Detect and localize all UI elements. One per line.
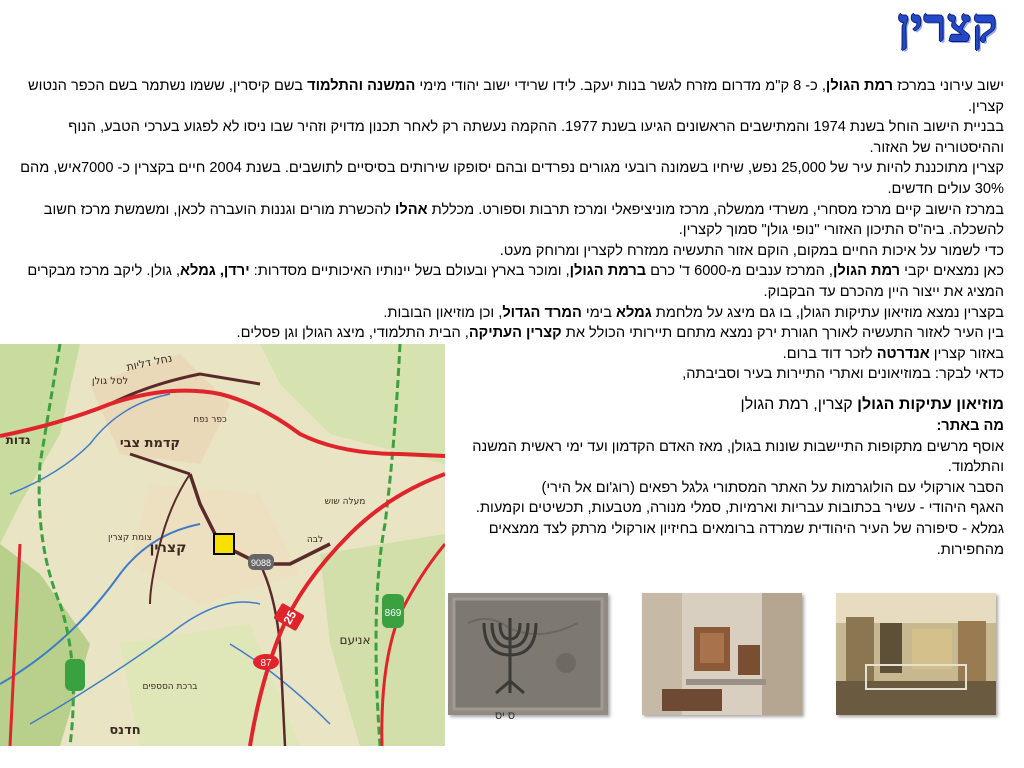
intro-paragraph bbox=[14, 76, 1004, 117]
museum-heading-bold: מוזיאון עתיקות הגולן bbox=[857, 396, 1004, 413]
intro-paragraph bbox=[14, 158, 1004, 199]
route-869-label: 869 bbox=[384, 608, 402, 619]
intro-bold-term: המרד הגדול bbox=[502, 304, 582, 321]
map-label: קצרין bbox=[149, 540, 187, 556]
stray-text: ס יס bbox=[495, 710, 516, 722]
intro-text-run: בימי bbox=[581, 304, 616, 321]
intro-paragraph bbox=[14, 261, 1004, 302]
intro-text-run: , המרכז ענבים מ-6000 ד' כרם bbox=[646, 263, 833, 280]
intro-text-run: באזור קצרין bbox=[929, 345, 1004, 362]
map-graphic bbox=[0, 344, 445, 746]
route-87-label: 87 bbox=[260, 658, 272, 669]
intro-paragraph bbox=[14, 200, 1004, 241]
intro-text-run: , גולן. ליקב מרכז מבקרים המציג את ייצור היין מהכרם עד הבקבוק. bbox=[27, 263, 1004, 300]
intro-paragraph bbox=[14, 241, 1004, 262]
map-label: ברכת הסספים bbox=[142, 682, 198, 692]
map-label: לסל גולן bbox=[91, 376, 129, 387]
route-9088-label: 9088 bbox=[250, 558, 272, 568]
intro-bold-term: המשנה והתלמוד bbox=[307, 78, 416, 94]
map-label: כפר נפח bbox=[193, 415, 227, 425]
intro-bold-term: רמת הגולן bbox=[825, 78, 894, 94]
intro-bold-term: אהלו bbox=[395, 201, 428, 218]
intro-text-run: כדי לשמור על איכות החיים במקום, הוקם אזור התעשיה ממזרח לקצרין ומרוחק מעט. bbox=[499, 242, 1004, 259]
museum-item: גמלא - סיפורה של העיר היהודית שמרדה ברומאים בחיזיון אורקולי מרתק לצד ממצאים מהחפירות. bbox=[488, 520, 1004, 558]
map-label: גדות bbox=[5, 433, 31, 447]
map-label: קדמת צבי bbox=[119, 436, 181, 451]
intro-paragraph bbox=[14, 117, 1004, 158]
page-title: קצרין bbox=[897, 0, 998, 51]
intro-text bbox=[14, 76, 1004, 385]
museum-item: אוסף מרשים מתקופות התיישבות שונות בגולן, מאז האדם הקדמון ועד ימי ראשית המשנה והתלמוד. bbox=[472, 438, 1004, 476]
intro-text-run: להכשרת מורים וגננות הועברה לכאן, ומשמשת מרכז חשוב להשכלה. ביה"ס התיכון האזורי "נופי גולן" סמוך לקצרין. bbox=[43, 201, 1004, 239]
map-label: אניעם bbox=[339, 633, 371, 647]
intro-bold-term: ברמת הגולן bbox=[569, 263, 647, 280]
map-label: נחל דליות bbox=[125, 351, 174, 374]
intro-text-run: , וכן מוזיאון הבובות. bbox=[383, 304, 503, 321]
map-label: לבה bbox=[306, 535, 324, 545]
intro-paragraph bbox=[14, 303, 1004, 324]
map-label: מעלה שוש bbox=[324, 497, 366, 507]
photo-museum-display bbox=[642, 593, 802, 715]
intro-paragraph bbox=[14, 323, 1004, 344]
intro-text-run: בבניית הישוב הוחל בשנת 1974 והמתישבים הראשונים הגיעו בשנת 1977. ההקמה נעשתה רק לאחר תכנון מדויק וזהיר שבו ניסו לא לפגוע בערכי הטבע, הנוף וההיסטוריה של האזור. bbox=[68, 119, 1004, 156]
intro-bold-term: קצרין העתיקה bbox=[468, 325, 562, 342]
intro-text-run: כדאי לבקר: במוזיאונים ואתרי התיירות בעיר וסביבתה, bbox=[682, 366, 1004, 383]
map-label: חדנס bbox=[109, 723, 141, 738]
intro-bold-term: ירדן, גמלא bbox=[180, 263, 250, 280]
museum-heading bbox=[464, 394, 1004, 416]
intro-bold-term: גמלא bbox=[616, 304, 652, 321]
museum-item: האגף היהודי - עשיר בכתובות עבריות וארמיות, סמלי מנורה, מטבעות, תכשיטים וקמעות. bbox=[475, 500, 1004, 517]
photo-museum-hall bbox=[836, 593, 996, 715]
intro-text-run: בקצרין נמצא מוזיאון עתיקות הגולן, בו גם מיצג על מלחמת bbox=[651, 304, 1004, 321]
photo-menorah-stone bbox=[448, 593, 608, 715]
town-marker bbox=[214, 534, 234, 554]
museum-heading-rest: קצרין, רמת הגולן bbox=[740, 396, 858, 413]
location-map bbox=[0, 344, 445, 746]
intro-text-run: , כ- 8 ק"מ מדרום מזרח לגשר בנות יעקב. לידו שרידי ישוב יהודי מימי bbox=[415, 78, 826, 94]
intro-text-run: כאן נמצאים יקבי bbox=[900, 263, 1004, 280]
route-25-label: 25 bbox=[280, 608, 300, 627]
intro-text-run: קצרין מתוכננת להיות עיר של 25,000 נפש, שיחיו בשמונה רובעי מגורים נפרדים ובהם יסופקו שירותים בסיסיים לתושבים. בשנת 2004 חיים בקצרין כ- 7000איש, מהם 30% עולים חדשים. bbox=[20, 160, 1004, 197]
intro-bold-term: אנדרטה bbox=[876, 345, 930, 362]
museum-section bbox=[464, 394, 1004, 560]
intro-text-run: ישוב עירוני במרכז bbox=[893, 78, 1004, 94]
intro-text-run: , הבית התלמודי, מיצג הגולן וגן פסלים. bbox=[236, 325, 469, 342]
intro-text-run: , ומוכר בארץ ובעולם בשל יינותיו האיכותיים מסדרות: bbox=[249, 263, 570, 280]
intro-text-run: בין העיר לאזור התעשיה לאורך חגורת ירק נמצא מתחם תיירותי הכולל את bbox=[561, 325, 1004, 342]
intro-text-run: לזכר דוד ברום. bbox=[782, 345, 877, 362]
intro-text-run: בשם קיסרין, ששמו נשתמר בשם הכפר הנטוש קצרין. bbox=[28, 78, 1004, 115]
map-label: צומת קצרין bbox=[108, 533, 152, 543]
intro-bold-term: רמת הגולן bbox=[832, 263, 901, 280]
intro-text-run: במרכז הישוב קיים מרכז מסחרי, משרדי ממשלה, מרכז מוניציפאלי ומרכז תרבות וספורט. מכללת bbox=[427, 201, 1004, 218]
what-label: מה באתר: bbox=[936, 418, 1004, 434]
museum-item: הסבר אורקולי עם הולוגרמות על האתר המסתורי גלגל רפאים (רוג'ום אל הירי) bbox=[541, 479, 1004, 496]
